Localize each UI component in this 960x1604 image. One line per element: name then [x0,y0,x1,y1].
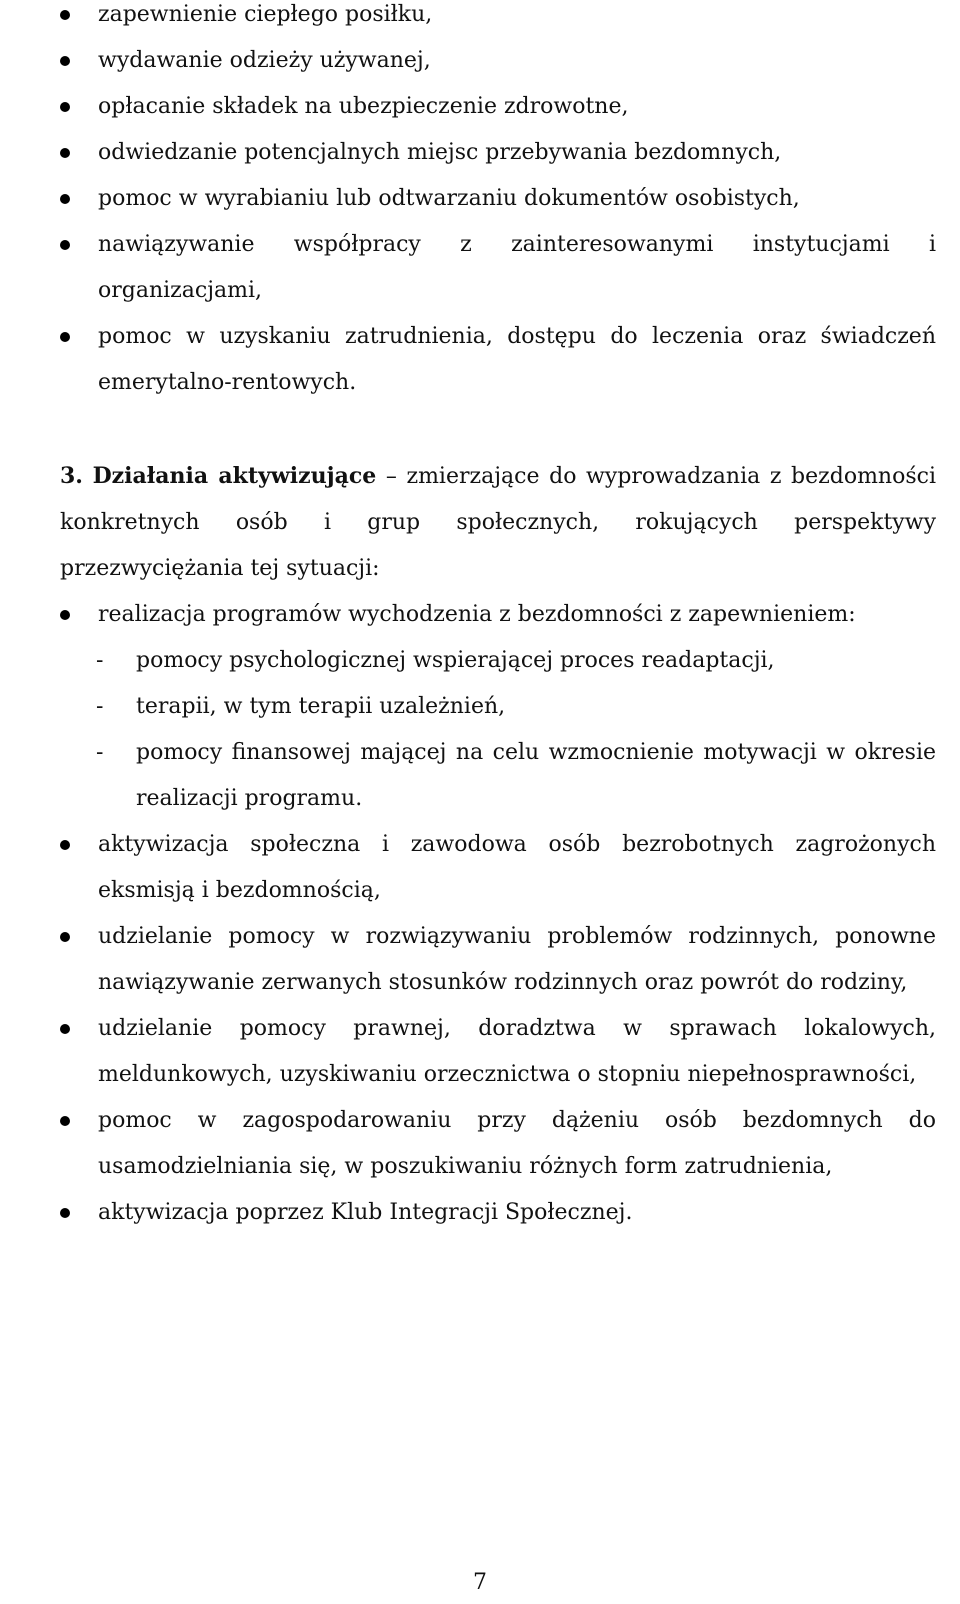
list-item [0,638,960,684]
bullet-icon [60,240,70,250]
section-intro: – zmierzające do wyprowadzania z bezdomności konkretnych osób i grup społecznych, rokujących perspektywy przezwyciężania tej sytuacji: [60,464,936,581]
bullet-icon [60,932,70,942]
list-item [0,1006,960,1098]
list-item-text: udzielanie pomocy prawnej, doradztwa w sprawach lokalowych, meldunkowych, uzyskiwaniu orzecznictwa o stopniu niepełnosprawności, [98,1016,936,1087]
list-item-text: nawiązywanie współpracy z zainteresowanymi instytucjami i organizacjami, [98,232,936,303]
list-item-text: pomoc w wyrabianiu lub odtwarzaniu dokumentów osobistych, [98,186,800,211]
list-item [0,314,960,406]
section-bullet-list-continued [0,822,960,1236]
list-item-text: opłacanie składek na ubezpieczenie zdrowotne, [98,94,629,119]
list-item [0,730,960,822]
list-item [0,38,960,84]
bullet-icon [60,148,70,158]
list-item [0,592,960,638]
section-title: Działania aktywizujące [92,463,377,489]
bullet-icon [60,1116,70,1126]
bullet-icon [60,1208,70,1218]
list-item-text: aktywizacja poprzez Klub Integracji Społecznej. [98,1200,633,1225]
bullet-icon [60,1024,70,1034]
section-bullet-list [0,592,960,638]
list-item [0,914,960,1006]
bullet-icon [60,56,70,66]
list-item-text: udzielanie pomocy w rozwiązywaniu problemów rodzinnych, ponowne nawiązywanie zerwanych stosunków rodzinnych oraz powrót do rodziny, [98,924,936,995]
list-item [0,1098,960,1190]
dash-icon: - [96,740,104,765]
list-item-text: aktywizacja społeczna i zawodowa osób bezrobotnych zagrożonych eksmisją i bezdomnością, [98,832,936,903]
list-item-text: pomocy finansowej mającej na celu wzmocnienie motywacji w okresie realizacji programu. [136,740,936,811]
bullet-icon [60,102,70,112]
list-item [0,130,960,176]
top-bullet-list [0,0,960,406]
list-item-text: pomoc w uzyskaniu zatrudnienia, dostępu do leczenia oraz świadczeń emerytalno-rentowych. [98,324,936,395]
bullet-icon [60,194,70,204]
list-item [0,84,960,130]
bullet-icon [60,610,70,620]
bullet-icon [60,10,70,20]
section-3 [0,453,960,1236]
bullet-icon [60,840,70,850]
sub-dash-list [0,638,960,822]
dash-icon: - [96,648,104,673]
list-item-text: realizacja programów wychodzenia z bezdomności z zapewnieniem: [98,602,856,627]
list-item [0,176,960,222]
section-number: 3. [60,463,83,489]
dash-icon: - [96,694,104,719]
list-item [0,684,960,730]
list-item [0,222,960,314]
list-item-text: terapii, w tym terapii uzależnień, [136,694,506,719]
list-item-text: zapewnienie ciepłego posiłku, [98,2,433,27]
list-item [0,822,960,914]
list-item-text: pomocy psychologicznej wspierającej proces readaptacji, [136,648,775,673]
list-item-text: wydawanie odzieży używanej, [98,48,431,73]
bullet-icon [60,332,70,342]
list-item [0,0,960,38]
page-number: 7 [473,1570,487,1595]
list-item-text: odwiedzanie potencjalnych miejsc przebywania bezdomnych, [98,140,782,165]
list-item-text: pomoc w zagospodarowaniu przy dążeniu osób bezdomnych do usamodzielniania się, w poszukiwaniu różnych form zatrudnienia, [98,1108,936,1179]
section-heading [0,453,960,592]
list-item [0,1190,960,1236]
